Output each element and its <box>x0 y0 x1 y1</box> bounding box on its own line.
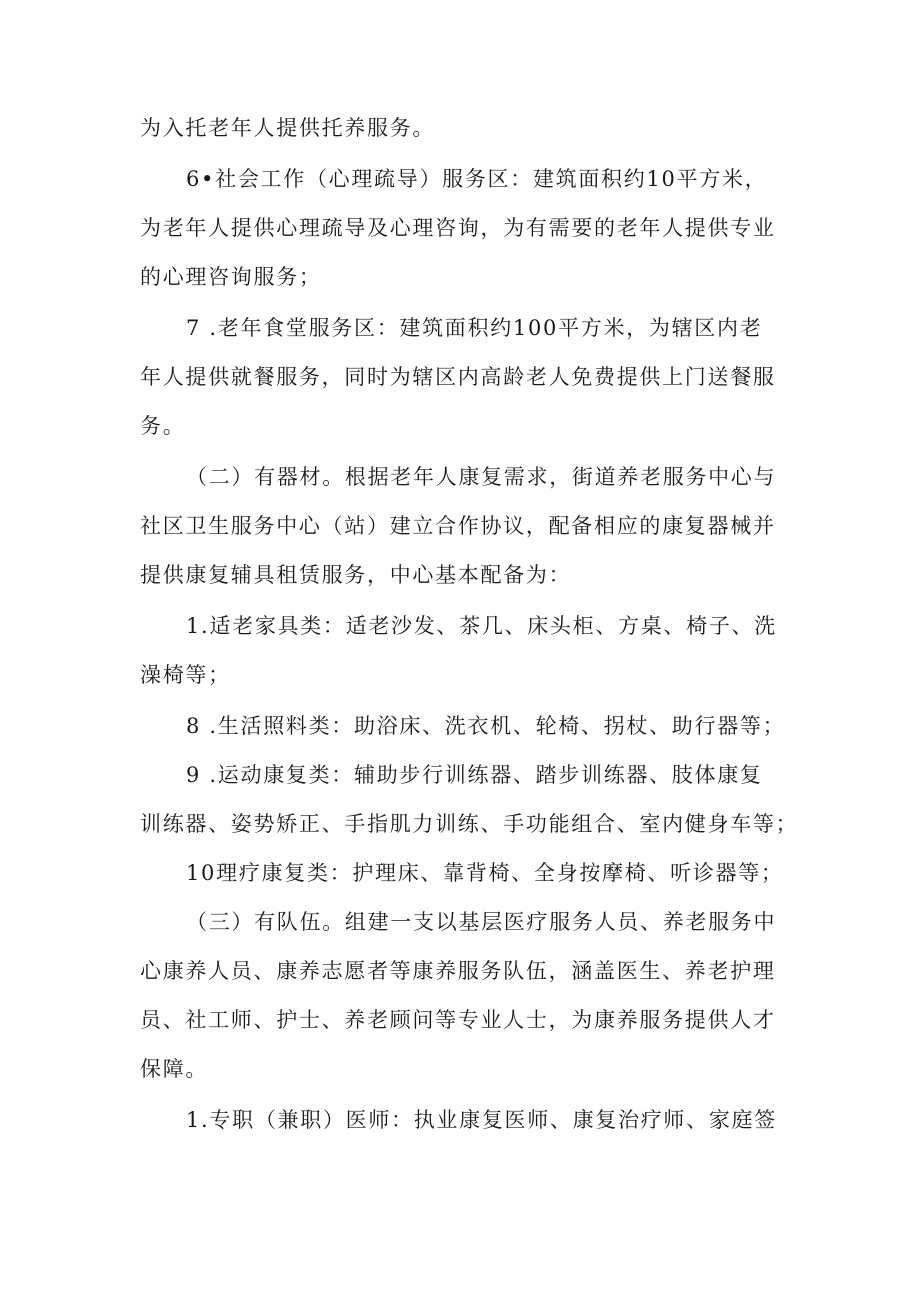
text-line: （二）有器材。根据老年人康复需求，街道养老服务中心与 <box>186 465 777 489</box>
text-line: 保障。 <box>140 1057 209 1081</box>
text-line: 7 .老年食堂服务区：建筑面积约100平方米，为辖区内老 <box>186 316 763 340</box>
text-line: 10理疗康复类：护理床、靠背椅、全身按摩椅、听诊器等； <box>186 861 784 885</box>
text-line: 年人提供就餐服务，同时为辖区内高龄老人免费提供上门送餐服 <box>140 365 776 389</box>
text-line: 员、社工师、护士、养老顾问等专业人士，为康养服务提供人才 <box>140 1008 776 1032</box>
text-line: 1.适老家具类：适老沙发、茶几、床头柜、方桌、椅子、洗 <box>186 614 777 638</box>
text-line: 8 .生活照料类：助浴床、洗衣机、轮椅、拐杖、助行器等； <box>186 714 786 738</box>
text-line: （三）有队伍。组建一支以基层医疗服务人员、养老服务中 <box>186 910 777 934</box>
text-line: 的心理咨询服务； <box>140 265 322 289</box>
text-line: 提供康复辅具租赁服务，中心基本配备为： <box>140 563 572 587</box>
text-line: 社区卫生服务中心（站）建立合作协议，配备相应的康复器械并 <box>140 514 776 538</box>
text-line: 1.专职（兼职）医师：执业康复医师、康复治疗师、家庭签 <box>186 1108 777 1132</box>
text-line: 6•社会工作（心理疏导）服务区：建筑面积约10平方米， <box>186 167 768 191</box>
text-line: 务。 <box>140 414 186 438</box>
text-line: 澡椅等； <box>140 663 231 687</box>
text-line: 为老年人提供心理疏导及心理咨询，为有需要的老年人提供专业 <box>140 216 776 240</box>
text-line: 训练器、姿势矫正、手指肌力训练、手功能组合、室内健身车等； <box>140 812 799 836</box>
text-line: 为入托老年人提供托养服务。 <box>140 116 436 140</box>
text-line: 9 .运动康复类：辅助步行训练器、踏步训练器、肢体康复 <box>186 763 763 787</box>
text-line: 心康养人员、康养志愿者等康养服务队伍，涵盖医生、养老护理 <box>140 959 776 983</box>
